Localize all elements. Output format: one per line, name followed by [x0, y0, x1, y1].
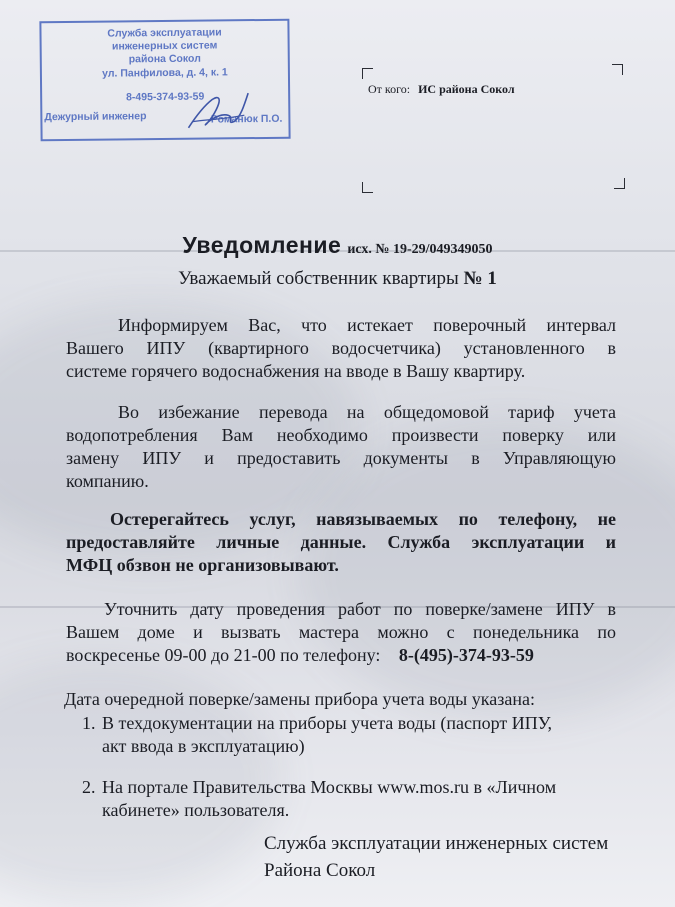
text-segment: воскресенье 09-00 до 21-00 по телефону:: [66, 645, 381, 665]
office-stamp: [39, 19, 290, 142]
stamp-role: Дежурный инженер: [44, 110, 147, 124]
text-line: предоставляйте личные данные. Служба эксплуатации и: [66, 532, 616, 552]
text-line: Во избежание перевода на общедомовой тариф учета: [118, 402, 616, 422]
list-line: кабинете» пользователя.: [102, 800, 290, 820]
reference-number: исх. № 19-29/049349050: [347, 242, 493, 257]
paragraph-warning: [66, 508, 616, 577]
list-intro: Дата очередной поверке/замены прибора учета воды указана:: [64, 689, 535, 709]
stamp-phone: 8-495-374-93-59: [125, 90, 205, 104]
address-corner: [362, 182, 373, 193]
list-item: [82, 712, 556, 758]
notice-title: Уведомление: [182, 232, 342, 258]
stamp-line: инженерных систем: [111, 39, 218, 53]
list-item: [82, 776, 556, 822]
stamp-line: Служба эксплуатации: [107, 26, 222, 40]
text-line: [66, 644, 616, 667]
text-line: водопотребления Вам необходимо произвести поверку или: [66, 425, 616, 445]
stamp-line: района Сокол: [128, 52, 201, 66]
address-corner: [614, 178, 625, 189]
text-line: системе горячего водоснабжения на вводе в Вашу квартиру.: [66, 361, 526, 381]
from-line: [368, 82, 515, 97]
text-line: компанию.: [66, 471, 149, 491]
greeting-text: Уважаемый собственник квартиры: [178, 268, 459, 289]
from-label: От кого:: [368, 82, 411, 96]
paragraph-expiry: [66, 314, 616, 383]
text-line: Вашем доме и вызвать мастера можно с понедельника по: [66, 622, 616, 642]
list-line: В техдокументации на приборы учета воды (паспорт ИПУ,: [102, 713, 553, 733]
address-corner: [362, 68, 373, 79]
list-number: 1.: [82, 713, 96, 733]
signature-org: Служба эксплуатации инженерных систем: [264, 833, 609, 854]
signature-block: [264, 830, 608, 884]
list-line: акт ввода в эксплуатацию): [102, 736, 305, 756]
numbered-list: [82, 712, 556, 822]
signature-district: Района Сокол: [264, 860, 376, 881]
text-line: замену ИПУ и предоставить документы в Управляющую: [66, 448, 616, 468]
stamp-line: ул. Панфилова, д. 4, к. 1: [102, 66, 228, 80]
greeting: [0, 268, 675, 290]
text-line: Вашего ИПУ (квартирного водосчетчика) установленного в: [66, 338, 616, 358]
text-line: МФЦ обзвон не организовывают.: [66, 555, 339, 575]
handwritten-signature: [182, 85, 253, 136]
paragraph-tariff: [66, 401, 616, 493]
contact-phone: 8-(495)-374-93-59: [398, 645, 534, 665]
text-line: Уточнить дату проведения работ по поверке/замене ИПУ в: [104, 599, 616, 619]
address-corner: [612, 64, 623, 75]
text-line: Остерегайтесь услуг, навязываемых по телефону, не: [110, 509, 616, 529]
text-line: Информируем Вас, что истекает поверочный интервал: [118, 315, 616, 335]
paragraph-contact: [66, 598, 616, 667]
notice-heading: [0, 232, 675, 259]
from-value: ИС района Сокол: [418, 82, 515, 96]
list-number: 2.: [82, 777, 96, 797]
stamp-signer: Романюк П.О.: [210, 112, 283, 126]
apartment-number: № 1: [463, 268, 497, 289]
list-line: На портале Правительства Москвы www.mos.ru в «Личном: [102, 777, 557, 797]
